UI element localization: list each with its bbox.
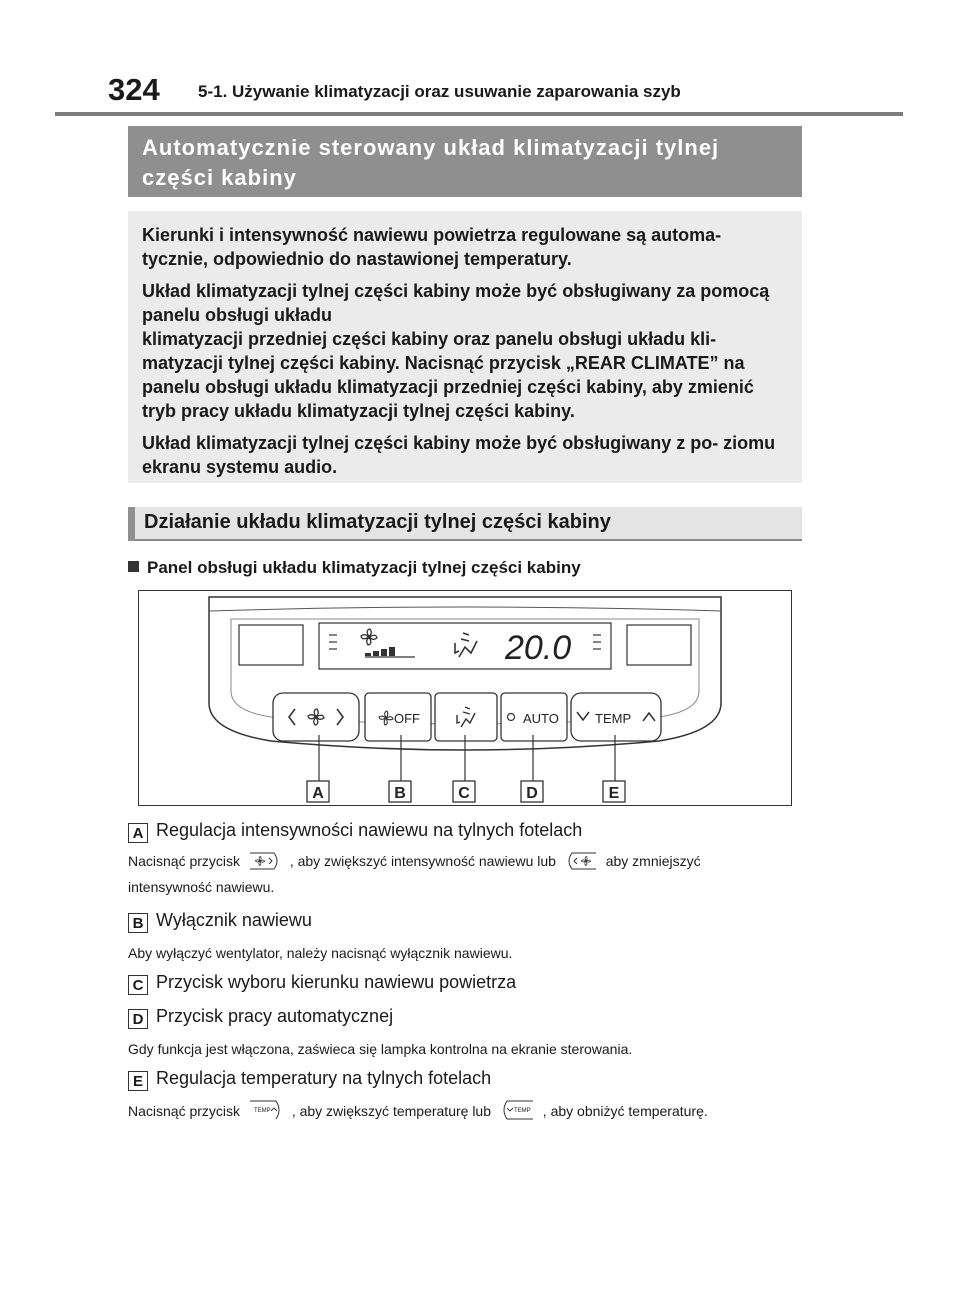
legend-badge-a: A [128,823,148,843]
page-number: 324 [108,72,160,107]
control-panel-figure [138,590,792,806]
panel-heading [128,558,581,578]
subsection-title: Działanie układu klimatyzacji tylnej części kabiny [144,511,611,533]
intro-paragraph-4: Układ klimatyzacji tylnej części kabiny może być obsługiwany z po- ziomu ekranu systemu audio. [142,433,776,477]
temp-down-button-icon [499,1099,535,1121]
legend-item-a [128,820,582,843]
legend-label-e: Regulacja temperatury na tylnych fotelach [156,1068,492,1088]
intro-box [128,211,802,483]
legend-item-d [128,1006,393,1029]
display-temperature: 20.0 [505,629,572,667]
legend-badge-c: C [128,975,148,995]
temp-down-icon-label: TEMP [513,1108,531,1114]
right-vent-slot [627,625,691,665]
callout-c: C [458,785,470,802]
intro-paragraph-1: Kierunki i intensywność nawiewu powietrza regulowane są automa- tycznie, odpowiednio do nastawionej temperatury. [142,225,722,269]
note-a-part1: Nacisnąć przycisk [128,853,241,869]
note-a-part2: , aby zwiększyć intensywność nawiewu lub [289,853,556,869]
callout-a: A [312,785,324,802]
fan-down-button-icon [564,851,598,871]
button-auto-label: AUTO [523,711,559,726]
button-temp-label: TEMP [595,711,632,726]
note-e-part2: , aby zwiększyć temperaturę lub [291,1103,492,1119]
note-b: Aby wyłączyć wentylator, należy nacisnąć wyłącznik nawiewu. [128,945,513,961]
chapter-title: 5-1. Używanie klimatyzacji oraz usuwanie zaparowania szyb [198,82,681,101]
callout-e: E [608,785,620,802]
subsection-bar [128,507,135,541]
button-off-label: OFF [394,711,420,726]
legend-badge-d: D [128,1009,148,1029]
note-d: Gdy funkcja jest włączona, zaświeca się lampka kontrolna na ekranie sterowania. [128,1041,633,1057]
note-a [128,848,701,900]
legend-badge-e: E [128,1071,148,1091]
legend-item-e [128,1068,491,1091]
intro-paragraph-2: Układ klimatyzacji tylnej części kabiny może być obsługiwany za pomocą panelu obsługi układu [142,281,770,325]
section-title: Automatycznie sterowany układ klimatyzacji tylnej części kabiny [128,126,802,197]
legend-label-b: Wyłącznik nawiewu [156,910,312,930]
legend-label-a: Regulacja intensywności nawiewu na tylnych fotelach [156,820,583,840]
airflow-mode-button [435,693,497,741]
panel-heading-text: Panel obsługi układu klimatyzacji tylnej części kabiny [147,558,581,577]
fan-up-button-icon [248,851,282,871]
temp-up-button-icon [248,1099,284,1121]
note-e [128,1098,708,1124]
legend-item-b [128,910,312,933]
callout-d: D [526,785,538,802]
temp-up-icon-label: TEMP [253,1108,271,1114]
subsection-header [128,507,802,541]
bullet-square-icon [128,561,139,572]
legend-badge-b: B [128,913,148,933]
legend-label-d: Przycisk pracy automatycznej [156,1006,394,1026]
control-panel-illustration [139,591,791,805]
note-e-part3: , aby obniżyć temperaturę. [542,1103,708,1119]
note-e-part1: Nacisnąć przycisk [128,1103,241,1119]
note-a-part4: intensywność nawiewu. [128,879,275,895]
callout-b: B [394,785,406,802]
left-vent-slot [239,625,303,665]
header-rule [55,112,903,116]
note-a-part3: aby zmniejszyć [605,853,701,869]
legend-label-c: Przycisk wyboru kierunku nawiewu powietrza [156,972,517,992]
intro-paragraph-3: klimatyzacji przedniej części kabiny oraz panelu obsługi układu kli- matyzacji tylnej części kabiny. Nacisnąć przycisk „REAR CLIMATE” na panelu obsługi układu klimatyzacji przedniej części kabiny, aby zmienić tryb pracy układu klimatyzacji tylnej części kabiny. [142,329,754,421]
legend-item-c [128,972,516,995]
